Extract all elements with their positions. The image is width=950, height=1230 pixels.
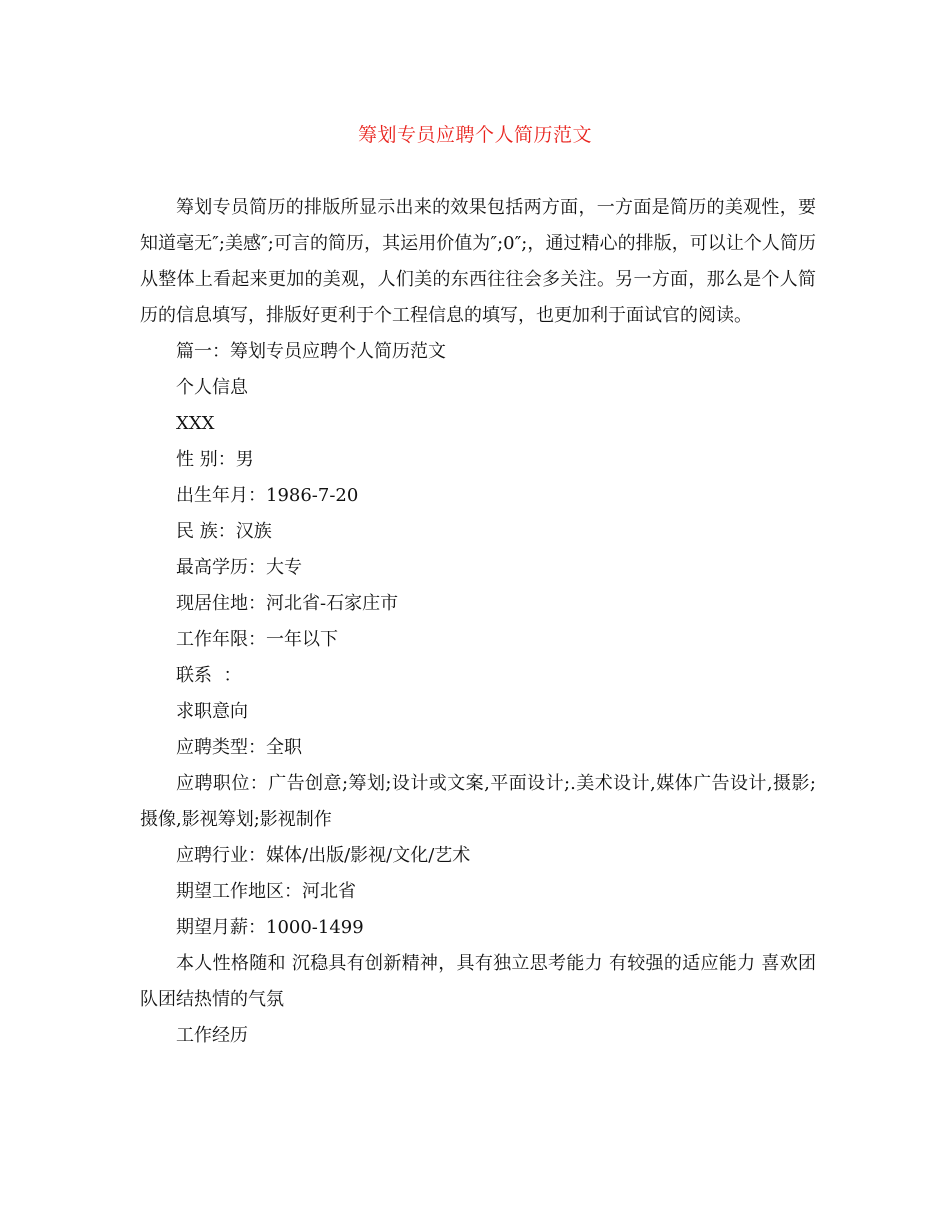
field-ethnicity: 民 族：汉族 (176, 521, 272, 542)
intro-paragraph: 筹划专员简历的排版所显示出来的效果包括两方面，一方面是简历的美观性，要知道毫无″;美感″;可言的简历，其运用价值为″;0″;，通过精心的排版，可以让个人简历从整体上看起来更加的美观，人们美的东西往往会多关注。另一方面，那么是个人简历的信息填写，排版好更利于个工程信息的填写，也更加利于面试官的阅读。 (140, 197, 816, 326)
section-heading-part1: 篇一：筹划专员应聘个人简历范文 (176, 341, 446, 362)
field-work-region: 期望工作地区：河北省 (176, 881, 356, 902)
field-birth-date: 出生年月：1986-7-20 (176, 485, 359, 506)
field-job-type: 应聘类型：全职 (176, 737, 302, 758)
field-education: 最高学历：大专 (176, 557, 302, 578)
document-title: 筹划专员应聘个人简历范文 (357, 124, 592, 146)
field-name: XXX (176, 413, 215, 434)
field-work-years: 工作年限：一年以下 (176, 629, 338, 650)
field-salary: 期望月薪：1000-1499 (176, 917, 364, 938)
field-contact: 联系 ： (176, 665, 242, 686)
document-body (140, 190, 816, 1054)
field-gender: 性 别：男 (176, 449, 254, 470)
section-heading-personal-info: 个人信息 (176, 377, 248, 398)
section-heading-work-experience: 工作经历 (176, 1025, 248, 1046)
section-heading-job-intent: 求职意向 (176, 701, 248, 722)
field-industry: 应聘行业：媒体/出版/影视/文化/艺术 (176, 845, 471, 866)
field-positions: 应聘职位：广告创意;筹划;设计或文案,平面设计;.美术设计,媒体广告设计,摄影;摄像,影视筹划;影视制作 (140, 773, 816, 830)
self-evaluation-paragraph: 本人性格随和 沉稳具有创新精神，具有独立思考能力 有较强的适应能力 喜欢团队团结热情的气氛 (140, 953, 816, 1010)
field-residence: 现居住地：河北省-石家庄市 (176, 593, 399, 614)
